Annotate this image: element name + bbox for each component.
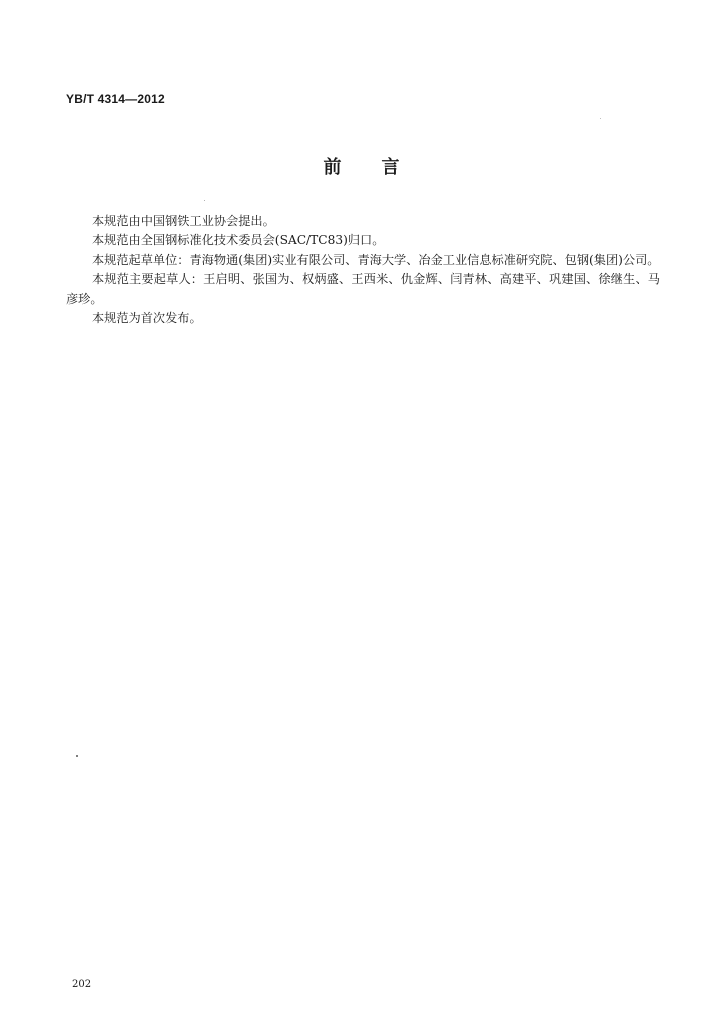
paragraph-proposer: 本规范由中国钢铁工业协会提出。 [92, 214, 275, 228]
scan-speck [204, 200, 205, 201]
page-number: 202 [72, 979, 92, 990]
title-char-1: 前 [323, 157, 342, 178]
paragraph-drafting-units: 本规范起草单位：青海物通(集团)实业有限公司、青海大学、冶金工业信息标准研究院、包钢(集团)公司。 [92, 252, 660, 267]
page-title [0, 153, 723, 179]
standard-code: YB/T 4314—2012 [66, 92, 165, 106]
scan-speck [76, 755, 78, 757]
paragraph-first-release: 本规范为首次发布。 [92, 311, 202, 326]
scan-speck [600, 118, 601, 119]
foreword-body [66, 212, 660, 328]
title-char-2: 言 [381, 157, 400, 178]
paragraph-committee: 本规范由全国钢标准化技术委员会(SAC/TC83)归口。 [92, 233, 385, 248]
paragraph-drafters: 本规范主要起草人：王启明、张国为、权炳盛、王西米、仇金辉、闫青林、高建平、巩建国、徐继生、马彦珍。 [66, 272, 660, 306]
